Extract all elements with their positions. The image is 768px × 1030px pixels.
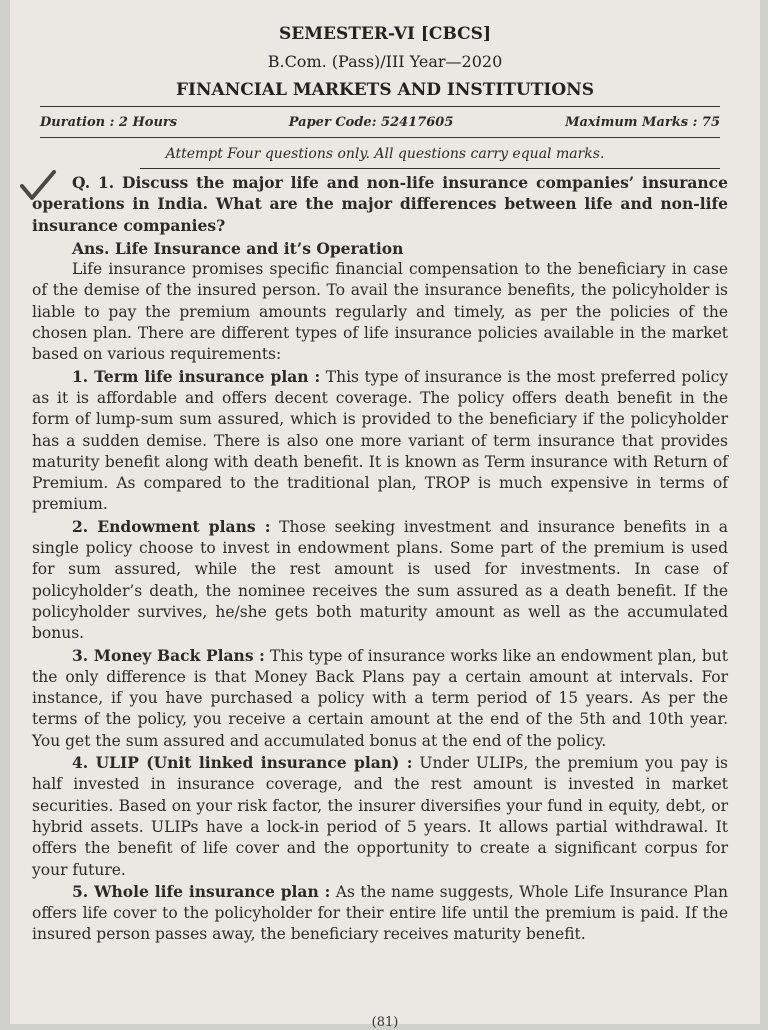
plan-title: 2. Endowment plans :	[72, 516, 271, 536]
plan-endowment	[32, 516, 728, 645]
plan-title: 5. Whole life insurance plan :	[72, 881, 331, 901]
plan-ulip	[32, 752, 728, 881]
plan-term-life	[32, 366, 728, 516]
answer-heading: Ans. Life Insurance and it’s Operation	[72, 238, 404, 258]
plan-text: This type of insurance works like an endowment plan, but the only difference is that Money Back Plans pay a certain amount at intervals. For instance, if you have purchased a policy with a term period of 15 years. As per the terms of the policy, you receive a certain amount at the end of the 5th and 10th year. You get the sum assured and accumulated bonus at the end of the policy.	[32, 646, 728, 750]
plan-text: This type of insurance is the most preferred policy as it is affordable and offers decent coverage. The policy offers death benefit in the form of lump-sum sum assured, which is provided to the beneficiary if the policyholder has a sudden demise. There is also one more variant of term insurance that provides maturity benefit along with death benefit. It is known as Term insurance with Return of Premium. As compared to the traditional plan, TROP is much expensive in terms of premium.	[32, 367, 729, 514]
plan-title: 4. ULIP (Unit linked insurance plan) :	[72, 753, 413, 773]
plan-whole-life	[32, 881, 728, 946]
intro-paragraph: Life insurance promises specific financial compensation to the beneficiary in case of the demise of the insured person. To avail the insurance benefits, the policyholder is liable to pay the premium amounts regularly and timely, as per the policies of the chosen plan. There are different types of life insurance policies available in the market based on various requirements:	[32, 260, 728, 364]
semester-heading: SEMESTER-VI [CBCS]	[278, 24, 491, 44]
plan-text: As the name suggests, Whole Life Insurance Plan offers life cover to the policyholder for their entire life until the premium is paid. If the insured person passes away, the beneficiary receives maturity benefit.	[32, 882, 728, 944]
exam-instructions: Attempt Four questions only. All questions carry equal marks.	[165, 146, 605, 162]
subject-heading: FINANCIAL MARKETS AND INSTITUTIONS	[175, 80, 594, 100]
page-number: (81)	[371, 1015, 399, 1030]
answer-content	[32, 172, 728, 946]
plan-title: 3. Money Back Plans :	[72, 645, 265, 665]
question-text: Discuss the major life and non-life insurance companies’ insurance operations in India. What are the major differences between life and non-life insurance companies?	[32, 173, 728, 235]
plan-money-back	[32, 645, 728, 752]
document-page	[10, 0, 760, 1030]
plan-text: Those seeking investment and insurance benefits in a single policy choose to invest in endowment plans. Some part of the premium is used for sum assured, while the rest amount is used for investments. In case of policyholder’s death, the nominee receives the sum assured as a death benefit. If the policyholder survives, he/she gets both maturity amount as well as the accumulated bonus.	[32, 517, 728, 643]
paper-code: Paper Code: 52417605	[288, 114, 454, 130]
plan-title: 1. Term life insurance plan :	[72, 366, 321, 386]
divider	[140, 168, 720, 169]
question-label: Q. 1.	[72, 173, 115, 192]
maximum-marks: Maximum Marks : 75	[565, 114, 720, 130]
plan-text: Under ULIPs, the premium you pay is half invested in insurance coverage, and the rest amount is invested in market securities. Based on your risk factor, the insurer diversifies your fund in equity, debt, or hybrid assets. ULIPs have a lock-in period of 5 years. It allows partial withdrawal. It offers the benefit of life cover and the opportunity to create a significant corpus for your future.	[32, 754, 728, 879]
question-1	[32, 172, 728, 236]
duration: Duration : 2 Hours	[40, 114, 178, 130]
exam-meta-row	[40, 106, 720, 138]
course-heading: B.Com. (Pass)/III Year—2020	[267, 52, 503, 71]
